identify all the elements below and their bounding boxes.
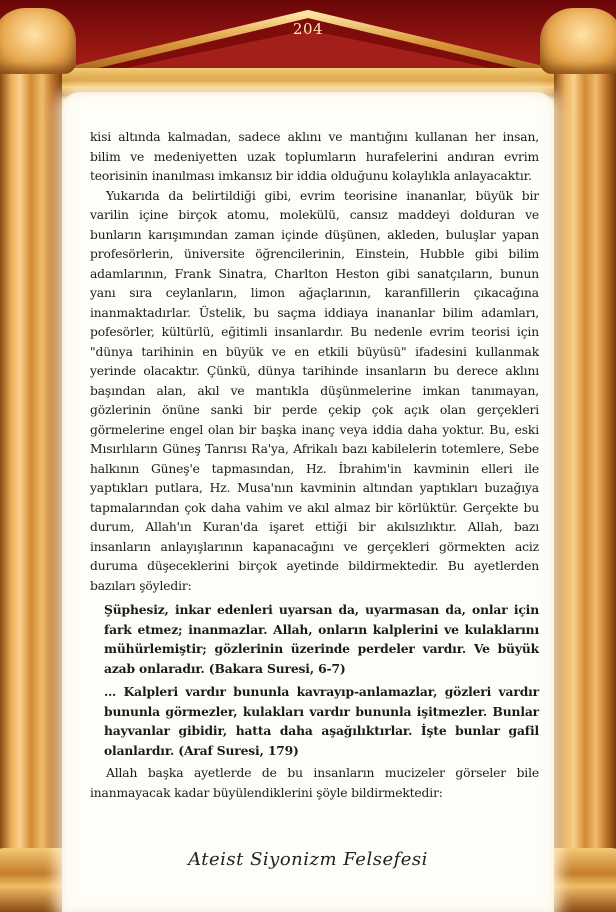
left-column-capital (0, 8, 76, 74)
page-number: 204 (292, 20, 324, 38)
closing-paragraph: Allah başka ayetlerde de bu insanların mucizeler görseler bile inanmayacak kadar büyülendiklerini şöyle bildirmektedir: (90, 766, 539, 800)
book-title-footer: Ateist Siyonizm Felsefesi (188, 849, 428, 870)
right-column-capital (540, 8, 616, 74)
verse-bakara: Şüphesiz, inkar edenleri uyarsan da, uyarmasan da, onlar için fark etmez; inanmazlar. Allah, onların kalplerini ve kulaklarını mühürlemiştir; gözlerinin üzerinde perdeler vardır. Ve büyük azab onlaradır. (Bakara Suresi, 6-7) (104, 602, 539, 676)
left-column (0, 64, 62, 912)
right-column (554, 64, 616, 912)
page-body (90, 128, 539, 803)
paragraph-1: kisi altında kalmadan, sadece aklını ve mantığını kullanan her insan, bilim ve medeniyetten uzak toplumların hurafelerini andıran evrim teorisinin inanılması imkansız bir iddia olduğunu kolaylıkla anlayacaktır. (90, 130, 539, 183)
paragraph-2: Yukarıda da belirtildiği gibi, evrim teorisine inananlar, büyük bir varilin içine birçok atomu, molekülü, cansız maddeyi dolduran ve bunların karışımından zaman içinde düşünen, akleden, buluşlar yapan profesörlerin, üniversite öğrencilerinin, Einstein, Hubble gibi bilim adamlarının, Frank Sinatra, Charlton Heston gibi sanatçıların, bunun yanı sıra ceylanların, limon ağaçlarının, karanfillerin çıkacağına inanmaktadırlar. Üstelik, bu saçma iddiaya inananlar bilim adamları, pofesörler, kültürlü, eğitimli insanlardır. Bu nedenle evrim teorisi için "dünya tarihinin en büyük ve en etkili büyüsü" ifadesini kullanmak yerinde olacaktır. Çünkü, dünya tarihinde insanların bu derece aklını başından alan, akıl ve mantıkla düşünmelerine imkan tanımayan, gözlerinin önüne sanki bir perde çekip çok açık olan gerçekleri görmelerine engel olan bir başka inanç veya iddia daha yoktur. Bu, eski Mısırlıların Güneş Tanrısı Ra'ya, Afrikalı bazı kabilelerin totemlere, Sebe halkının Güneş'e tapmasından, Hz. İbrahim'in kavminin elleri ile yaptıkları putlara, Hz. Musa'nın kavminin altından yaptıkları buzağıya tapmalarından çok daha vahim ve akıl almaz bir körlüktür. Gerçekte bu durum, Allah'ın Kuran'da işaret ettiği bir akılsızlıktır. Allah, bazı insanların anlayışlarının kapanacağını ve gerçekleri görmekten aciz duruma düşeceklerini birçok ayetinde bildirmektedir. Bu ayetlerden bazıları şöyledir: (90, 188, 539, 593)
verse-araf: … Kalpleri vardır bununla kavrayıp-anlamazlar, gözleri vardır bununla görmezler, kulakları vardır bununla işitmezler. Bunlar hayvanlar gibidir, hatta daha aşağılıktırlar. İşte bunlar gafil olanlardır. (Araf Suresi, 179) (104, 684, 539, 758)
